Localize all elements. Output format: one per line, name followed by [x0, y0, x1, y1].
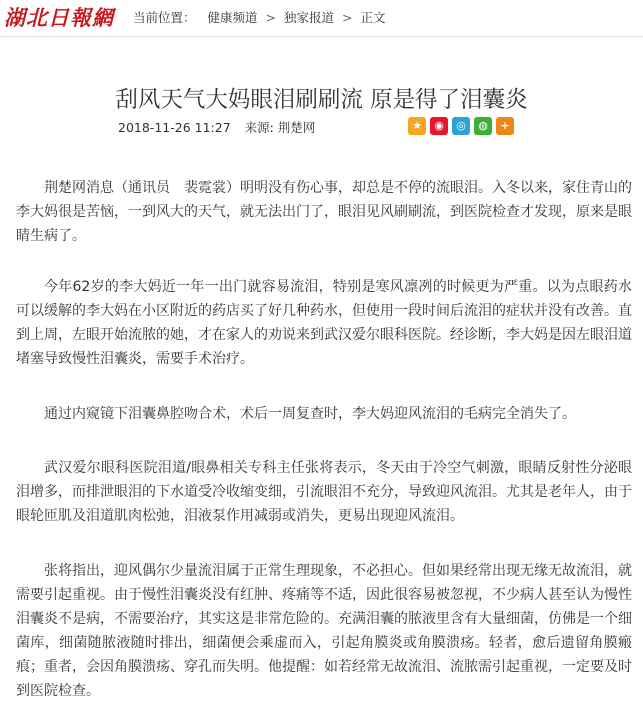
breadcrumb-lead: 当前位置： — [133, 10, 196, 25]
article-paragraph: 通过内窥镜下泪囊鼻腔吻合术，术后一周复查时，李大妈迎风流泪的毛病完全消失了。 — [44, 406, 576, 422]
breadcrumb — [133, 10, 385, 26]
article-paragraph: 荆楚网消息（通讯员 裴霓裳）明明没有伤心事，却总是不停的流眼泪。入冬以来，家住青山的李大妈很是苦恼，一到风大的天气，就无法出门了，眼泪见风刷刷流，到医院检查才发现，原来是眼睛生病了。 — [16, 180, 632, 244]
breadcrumb-item-exclusive[interactable]: 独家报道 — [283, 10, 334, 25]
share-bar — [408, 117, 514, 137]
wechat-icon[interactable]: ◍ — [474, 117, 492, 135]
site-logo[interactable]: 湖北日報網 — [4, 5, 114, 30]
article-meta — [118, 120, 315, 136]
more-share-icon[interactable]: + — [496, 117, 514, 135]
qzone-icon[interactable]: ★ — [408, 117, 426, 135]
article-datetime: 2018-11-26 11:27 — [118, 120, 231, 135]
breadcrumb-item-health[interactable]: 健康频道 — [207, 10, 258, 25]
article-paragraph: 张将指出，迎风偶尔少量流泪属于正常生理现象，不必担心。但如果经常出现无缘无故流泪，就需要引起重视。由于慢性泪囊炎没有红肿、疼痛等不适，因此很容易被忽视，不少病人甚至认为慢性泪囊炎不是病，不需要治疗，其实这是非常危险的。充满泪囊的脓液里含有大量细菌，仿佛是一个细菌库，细菌随脓液随时排出，细菌便会乘虚而入，引起角膜炎或角膜溃疡。轻者，愈后遗留角膜瘢痕；重者，会因角膜溃疡、穿孔而失明。他提醒：如若经常无故流泪、流脓需引起重视，一定要及时到医院检查。 — [16, 563, 632, 699]
article-title: 刮风天气大妈眼泪刷刷流 原是得了泪囊炎 — [115, 87, 528, 114]
article-source: 来源: 荆楚网 — [244, 120, 316, 135]
weibo-icon[interactable]: ◉ — [430, 117, 448, 135]
top-bar — [0, 0, 643, 37]
article-paragraph: 今年62岁的李大妈近一年一出门就容易流泪，特别是寒风凛冽的时候更为严重。以为点眼药水可以缓解的李大妈在小区附近的药店买了好几种药水，但使用一段时间后流泪的症状并没有改善。直到上周，左眼开始流脓的她，才在家人的劝说来到武汉爱尔眼科医院。经诊断，李大妈是因左眼泪道堵塞导致慢性泪囊炎，需要手术治疗。 — [16, 279, 632, 367]
breadcrumb-separator: > — [341, 10, 353, 25]
breadcrumb-separator: > — [265, 10, 276, 25]
tencent-weibo-icon[interactable]: ◎ — [452, 117, 470, 135]
breadcrumb-item-current: 正文 — [360, 10, 386, 25]
article-paragraph: 武汉爱尔眼科医院泪道/眼鼻相关专科主任张将表示，冬天由于冷空气刺激，眼睛反射性分泌眼泪增多，而排泄眼泪的下水道受冷收缩变细，引流眼泪不充分，导致迎风流泪。尤其是老年人，由于眼轮匝肌及泪道肌肉松弛，泪液泵作用减弱或消失，更易出现迎风流泪。 — [16, 460, 632, 524]
